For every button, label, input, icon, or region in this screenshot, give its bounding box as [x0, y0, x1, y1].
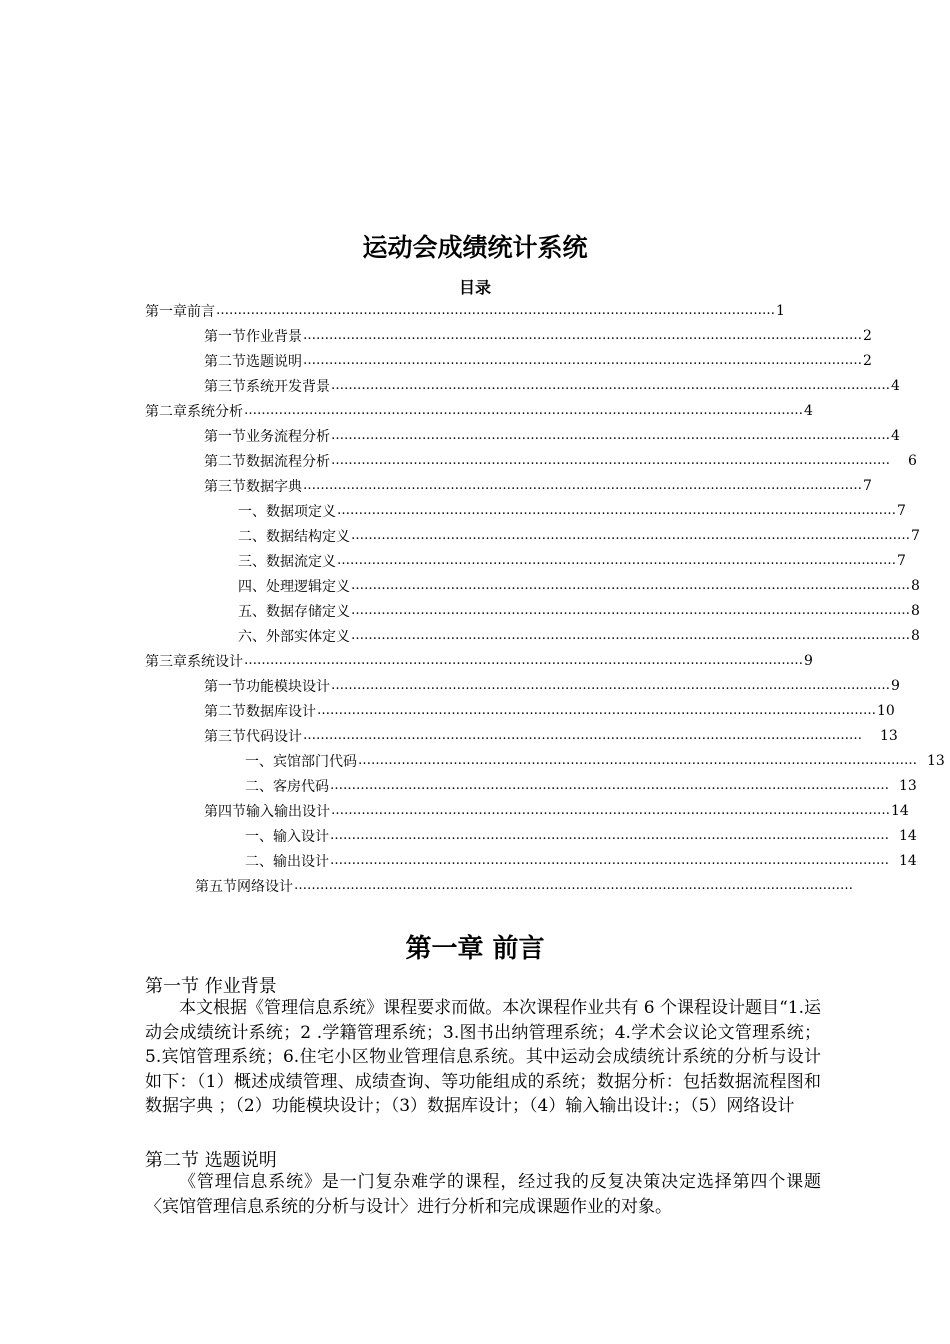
toc-entry-number: 第二节 — [204, 703, 246, 720]
toc-entry[interactable] — [245, 773, 917, 798]
toc-entry[interactable] — [245, 823, 917, 848]
toc-entry-page: 7 — [897, 552, 906, 569]
toc-leader-dots: ………………………………………………………………………………………………………………… — [331, 378, 890, 393]
section-heading: 第一节 作业背景 — [145, 976, 277, 997]
toc-entry-number: 第一节 — [204, 428, 246, 445]
toc-entry-number: 一、 — [245, 753, 273, 770]
toc-entry-label: 数据字典 — [246, 478, 302, 495]
toc-entry[interactable] — [204, 323, 872, 348]
toc-entry-number: 第三节 — [204, 728, 246, 745]
toc-entry[interactable] — [145, 398, 813, 423]
toc-entry-number: 第三章 — [145, 653, 187, 670]
toc-entry[interactable] — [204, 373, 900, 398]
toc-entry[interactable] — [195, 873, 853, 898]
toc-entry[interactable] — [245, 748, 945, 773]
toc-entry-page: 6 — [908, 452, 917, 469]
toc-entry-page: 10 — [877, 702, 895, 719]
toc-entry-page: 13 — [880, 727, 898, 744]
toc-entry-number: 第四节 — [204, 803, 246, 820]
toc-entry-label: 系统设计 — [187, 653, 243, 670]
toc-heading: 目录 — [458, 278, 491, 297]
toc-leader-dots: ………………………………………………………………………………………………………………… — [303, 328, 862, 343]
toc-entry-number: 第二节 — [204, 453, 246, 470]
toc-entry-label: 前言 — [187, 303, 215, 320]
toc-entry-label: 数据结构定义 — [266, 528, 350, 545]
toc-entry-number: 第三节 — [204, 478, 246, 495]
toc-entry[interactable] — [204, 348, 872, 373]
toc-entry[interactable] — [204, 473, 872, 498]
toc-entry-page: 9 — [804, 652, 813, 669]
toc-entry[interactable] — [204, 798, 909, 823]
toc-entry[interactable] — [238, 548, 906, 573]
chapter-title: 第一章 前言 — [405, 934, 545, 964]
toc-entry[interactable] — [238, 523, 920, 548]
toc-entry-label: 选题说明 — [246, 353, 302, 370]
toc-entry[interactable] — [245, 848, 917, 873]
toc-entry-page: 1 — [776, 302, 785, 319]
toc-entry-page: 4 — [891, 377, 900, 394]
toc-entry-page: 13 — [927, 752, 945, 769]
document-title: 运动会成绩统计系统 — [362, 233, 588, 262]
toc-entry-label: 数据项定义 — [266, 503, 336, 520]
toc-entry-number: 六、 — [238, 628, 266, 645]
toc-entry[interactable] — [238, 498, 906, 523]
toc-entry-label: 处理逻辑定义 — [266, 578, 350, 595]
toc-entry[interactable] — [145, 298, 785, 323]
toc-leader-dots: ………………………………………………………………………………………………………………… — [317, 703, 876, 718]
toc-entry-number: 第五节 — [195, 878, 237, 895]
toc-entry-page: 13 — [899, 777, 917, 794]
toc-leader-dots: ………………………………………………………………………………………………………………… — [244, 403, 803, 418]
toc-entry-number: 第二章 — [145, 403, 187, 420]
toc-leader-dots: ………………………………………………………………………………………………………………… — [331, 678, 890, 693]
toc-entry-number: 三、 — [238, 553, 266, 570]
toc-entry-page: 2 — [863, 327, 872, 344]
toc-entry[interactable] — [204, 423, 900, 448]
toc-entry[interactable] — [204, 723, 898, 748]
toc-entry-number: 二、 — [245, 778, 273, 795]
toc-entry[interactable] — [145, 648, 813, 673]
toc-entry[interactable] — [204, 448, 917, 473]
toc-entry-label: 数据存储定义 — [266, 603, 350, 620]
toc-entry-label: 外部实体定义 — [266, 628, 350, 645]
toc-entry-page: 2 — [863, 352, 872, 369]
toc-leader-dots: ………………………………………………………………………………………………………………… — [331, 453, 890, 468]
toc-leader-dots: ………………………………………………………………………………………………………………… — [331, 803, 890, 818]
toc-leader-dots: ………………………………………………………………………………………………………………… — [216, 303, 775, 318]
toc-leader-dots: ………………………………………………………………………………………………………………… — [358, 753, 917, 768]
toc-entry-page: 14 — [899, 827, 917, 844]
toc-entry[interactable] — [204, 698, 895, 723]
toc-entry-label: 客房代码 — [273, 778, 329, 795]
toc-leader-dots: ………………………………………………………………………………………………………………… — [337, 503, 896, 518]
toc-entry-number: 四、 — [238, 578, 266, 595]
toc-leader-dots: ………………………………………………………………………………………………………………… — [330, 778, 889, 793]
section-paragraph: 《管理信息系统》是一门复杂难学的课程，经过我的反复决策决定选择第四个课题〈宾馆管理信息系统的分析与设计〉进行分析和完成课题作业的对象。 — [145, 1172, 821, 1217]
section-paragraph: 本文根据《管理信息系统》课程要求而做。本次课程作业共有 6 个课程设计题目“1.运动会成绩统计系统；2 .学籍管理系统；3.图书出纳管理系统；4.学术会议论文管理系统；5.宾馆管理系统；6.住宅小区物业管理信息系统。其中运动会成绩统计系统的分析与设计如下：（1）概述成绩管理、成绩查询、等功能组成的系统；数据分析：包括数据流程图和数据字典 ；（2）功能模块设计；（3）数据库设计；（4）输入输出设计:；（5）网络设计 — [145, 998, 821, 1117]
toc-entry-number: 第二节 — [204, 353, 246, 370]
toc-entry-number: 五、 — [238, 603, 266, 620]
toc-entry-number: 第一节 — [204, 328, 246, 345]
section-heading: 第二节 选题说明 — [145, 1150, 277, 1171]
toc-entry-page: 7 — [863, 477, 872, 494]
toc-entry[interactable] — [204, 673, 900, 698]
toc-entry-page: 4 — [804, 402, 813, 419]
toc-entry-label: 输入输出设计 — [246, 803, 330, 820]
toc-entry[interactable] — [238, 573, 920, 598]
toc-entry-number: 第一节 — [204, 678, 246, 695]
toc-entry-label: 代码设计 — [246, 728, 302, 745]
toc-entry-page: 8 — [911, 577, 920, 594]
toc-leader-dots: ………………………………………………………………………………………………………………… — [330, 853, 889, 868]
toc-leader-dots: ………………………………………………………………………………………………………………… — [351, 628, 910, 643]
toc-entry-label: 系统分析 — [187, 403, 243, 420]
toc-entry-page: 14 — [899, 852, 917, 869]
toc-entry-label: 数据流程分析 — [246, 453, 330, 470]
toc-leader-dots: ………………………………………………………………………………………………………………… — [351, 603, 910, 618]
toc-entry-label: 输入设计 — [273, 828, 329, 845]
toc-leader-dots: ………………………………………………………………………………………………………………… — [303, 478, 862, 493]
toc-leader-dots: ………………………………………………………………………………………………………………… — [351, 578, 910, 593]
toc-leader-dots: ………………………………………………………………………………………………………………… — [337, 553, 896, 568]
toc-entry-number: 二、 — [245, 853, 273, 870]
toc-leader-dots: ………………………………………………………………………………………………………………… — [303, 353, 862, 368]
toc-entry-label: 宾馆部门代码 — [273, 753, 357, 770]
toc-entry-label: 作业背景 — [246, 328, 302, 345]
toc-entry-label: 功能模块设计 — [246, 678, 330, 695]
toc-leader-dots: ………………………………………………………………………………………………………………… — [244, 653, 803, 668]
toc-entry-page: 7 — [897, 502, 906, 519]
toc-entry-label: 网络设计 — [237, 878, 293, 895]
toc-entry-number: 一、 — [245, 828, 273, 845]
toc-entry-label: 系统开发背景 — [246, 378, 330, 395]
toc-entry-page: 8 — [911, 627, 920, 644]
toc-entry-label: 输出设计 — [273, 853, 329, 870]
toc-entry-page: 7 — [911, 527, 920, 544]
toc-entry-label: 业务流程分析 — [246, 428, 330, 445]
toc-leader-dots: ………………………………………………………………………………………………………………… — [331, 428, 890, 443]
toc-entry-page: 14 — [891, 802, 909, 819]
toc-entry-page: 9 — [891, 677, 900, 694]
toc-entry-number: 第三节 — [204, 378, 246, 395]
toc-leader-dots: ………………………………………………………………………………………………………………… — [294, 878, 853, 893]
toc-entry-number: 一、 — [238, 503, 266, 520]
toc-entry-page: 8 — [911, 602, 920, 619]
toc-entry[interactable] — [238, 598, 920, 623]
toc-entry-number: 第一章 — [145, 303, 187, 320]
toc-leader-dots: ………………………………………………………………………………………………………………… — [303, 728, 862, 743]
toc-entry-number: 二、 — [238, 528, 266, 545]
toc-entry[interactable] — [238, 623, 920, 648]
toc-entry-label: 数据库设计 — [246, 703, 316, 720]
toc-entry-label: 数据流定义 — [266, 553, 336, 570]
toc-leader-dots: ………………………………………………………………………………………………………………… — [330, 828, 889, 843]
toc-entry-page: 4 — [891, 427, 900, 444]
toc-leader-dots: ………………………………………………………………………………………………………………… — [351, 528, 910, 543]
